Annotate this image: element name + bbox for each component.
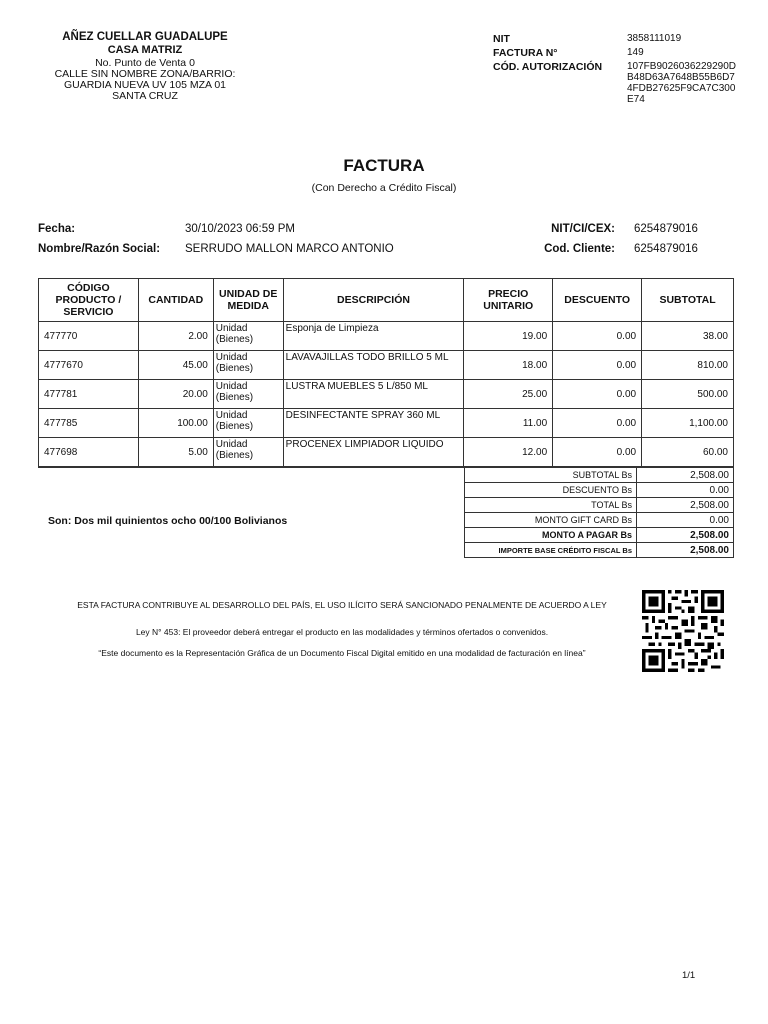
digital-document-notice: “Este documento es la Representación Gráfica de un Documento Fiscal Digital emitido en una modalidad de facturación en línea”	[98, 648, 586, 658]
cell-quantity: 2.00	[138, 322, 213, 351]
cell-quantity: 5.00	[138, 438, 213, 467]
table-row	[39, 322, 734, 351]
date-label: Fecha:	[38, 223, 76, 235]
cell-quantity: 45.00	[138, 351, 213, 380]
cell-code: 4777670	[39, 351, 139, 380]
cell-subtotal: 60.00	[642, 438, 734, 467]
cell-unit: Unidad (Bienes)	[213, 438, 283, 467]
table-row	[39, 409, 734, 438]
totals-row	[465, 498, 734, 513]
items-table	[38, 278, 734, 467]
totals-label: IMPORTE BASE CRÉDITO FISCAL Bs	[465, 543, 637, 558]
totals-row	[465, 513, 734, 528]
client-code-label: Cod. Cliente:	[544, 243, 615, 255]
totals-value: 2,508.00	[637, 528, 734, 543]
totals-value: 2,508.00	[637, 543, 734, 558]
cell-subtotal: 38.00	[642, 322, 734, 351]
header-subtotal: SUBTOTAL	[642, 279, 734, 322]
nit-value: 3858111019	[627, 33, 682, 44]
cell-code: 477785	[39, 409, 139, 438]
cell-code: 477698	[39, 438, 139, 467]
header-code: CÓDIGO PRODUCTO / SERVICIO	[39, 279, 139, 322]
header-discount: DESCUENTO	[553, 279, 642, 322]
issuer-city: SANTA CRUZ	[112, 90, 178, 102]
cell-unit-price: 25.00	[464, 380, 553, 409]
cell-unit-price: 12.00	[464, 438, 553, 467]
table-header-row	[39, 279, 734, 322]
invoice-meta	[493, 32, 737, 105]
totals-row-amount-due	[465, 528, 734, 543]
issuer-block	[40, 32, 250, 102]
cell-description: Esponja de Limpieza	[283, 322, 464, 351]
totals-label: MONTO A PAGAR Bs	[465, 528, 637, 543]
cell-unit: Unidad (Bienes)	[213, 409, 283, 438]
consumer-law-notice: Ley N° 453: El proveedor deberá entregar el producto en las modalidades y términos ofertados o convenidos.	[135, 627, 549, 637]
totals-row	[465, 483, 734, 498]
totals-label: DESCUENTO Bs	[465, 483, 637, 498]
cell-subtotal: 1,100.00	[642, 409, 734, 438]
cell-discount: 0.00	[553, 351, 642, 380]
cell-discount: 0.00	[553, 380, 642, 409]
client-code-value: 6254879016	[634, 243, 698, 255]
header-description: DESCRIPCIÓN	[283, 279, 464, 322]
totals-label: MONTO GIFT CARD Bs	[465, 513, 637, 528]
cell-description: LAVAVAJILLAS TODO BRILLO 5 ML	[283, 351, 464, 380]
totals-table	[464, 467, 734, 558]
qr-code-icon	[642, 590, 724, 672]
invoice-number-label: FACTURA N°	[493, 47, 558, 59]
page-number: 1/1	[682, 970, 696, 981]
table-row	[39, 351, 734, 380]
client-name-value: SERRUDO MALLON MARCO ANTONIO	[185, 243, 394, 255]
totals-value: 0.00	[637, 513, 734, 528]
date-value: 30/10/2023 06:59 PM	[185, 223, 295, 235]
cell-discount: 0.00	[553, 438, 642, 467]
issuer-pos: No. Punto de Venta 0	[95, 57, 195, 69]
cell-description: PROCENEX LIMPIADOR LIQUIDO	[283, 438, 464, 467]
totals-value: 0.00	[637, 483, 734, 498]
cell-description: DESINFECTANTE SPRAY 360 ML	[283, 409, 464, 438]
issuer-address-line1: CALLE SIN NOMBRE ZONA/BARRIO:	[54, 68, 236, 80]
issuer-branch: CASA MATRIZ	[107, 44, 183, 56]
cell-subtotal: 500.00	[642, 380, 734, 409]
cell-subtotal: 810.00	[642, 351, 734, 380]
invoice-number-value: 149	[627, 47, 644, 58]
cell-unit-price: 19.00	[464, 322, 553, 351]
client-name-label: Nombre/Razón Social:	[38, 243, 161, 255]
cell-quantity: 20.00	[138, 380, 213, 409]
totals-row	[465, 468, 734, 483]
totals-value: 2,508.00	[637, 468, 734, 483]
cell-unit: Unidad (Bienes)	[213, 322, 283, 351]
table-row	[39, 438, 734, 467]
client-id-value: 6254879016	[634, 223, 698, 235]
cell-code: 477770	[39, 322, 139, 351]
issuer-name: AÑEZ CUELLAR GUADALUPE	[62, 31, 228, 43]
header-unit: UNIDAD DE MEDIDA	[213, 279, 283, 322]
legal-notice: ESTA FACTURA CONTRIBUYE AL DESARROLLO DEL PAÍS, EL USO ILÍCITO SERÁ SANCIONADO PENALMENTE DE ACUERDO A LEY	[77, 600, 607, 610]
cell-discount: 0.00	[553, 409, 642, 438]
nit-label: NIT	[493, 33, 510, 45]
cell-unit: Unidad (Bienes)	[213, 380, 283, 409]
totals-value: 2,508.00	[637, 498, 734, 513]
cell-description: LUSTRA MUEBLES 5 L/850 ML	[283, 380, 464, 409]
issuer-address-line2: GUARDIA NUEVA UV 105 MZA 01	[63, 79, 227, 91]
cell-unit-price: 18.00	[464, 351, 553, 380]
header-unit-price: PRECIO UNITARIO	[464, 279, 553, 322]
cell-discount: 0.00	[553, 322, 642, 351]
cell-quantity: 100.00	[138, 409, 213, 438]
totals-label: TOTAL Bs	[465, 498, 637, 513]
totals-label: SUBTOTAL Bs	[465, 468, 637, 483]
table-row	[39, 380, 734, 409]
authorization-code-label: CÓD. AUTORIZACIÓN	[493, 61, 603, 73]
amount-in-words: Son: Dos mil quinientos ocho 00/100 Bolivianos	[48, 515, 288, 527]
authorization-code-value: 107FB9026036229290DB48D63A7648B55B6D74FDB27625F9CA7C300E74	[627, 61, 736, 105]
document-title: FACTURA	[343, 156, 425, 175]
totals-row-tax-base	[465, 543, 734, 558]
cell-code: 477781	[39, 380, 139, 409]
header-quantity: CANTIDAD	[138, 279, 213, 322]
cell-unit: Unidad (Bienes)	[213, 351, 283, 380]
cell-unit-price: 11.00	[464, 409, 553, 438]
document-subtitle: (Con Derecho a Crédito Fiscal)	[311, 182, 457, 194]
client-id-label: NIT/CI/CEX:	[551, 223, 615, 235]
